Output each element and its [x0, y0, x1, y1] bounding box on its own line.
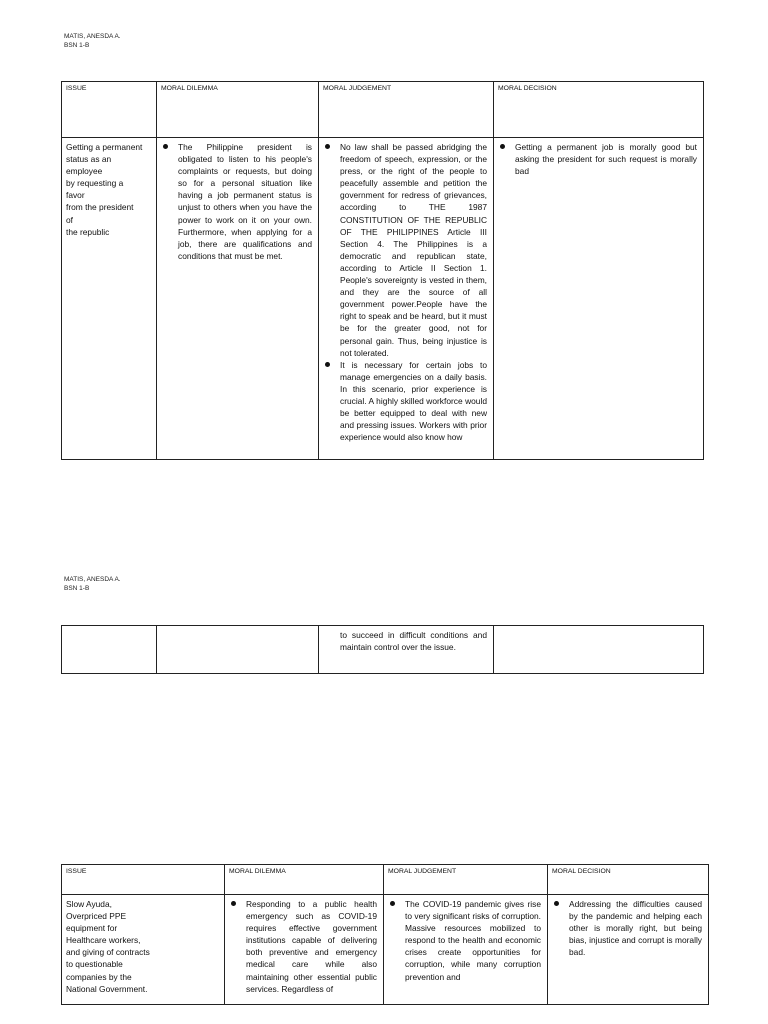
cell-issue — [62, 138, 157, 460]
moral-table-2 — [61, 864, 709, 1005]
author-section: BSN 1-B — [64, 42, 90, 49]
judgement-continuation-text: to succeed in difficult conditions and maintain control over the issue. — [340, 630, 487, 653]
dilemma-bullet: The Philippine president is obligated to listen to his people's complaints or requests, but doing so for a personal situation like having a job permanent status is unjust to others when you have the power to work on it on your own. Furthermore, when applying for a job, there are qualifications and conditions that must be met. — [161, 141, 312, 262]
header-moral-decision: MORAL DECISION — [494, 82, 704, 138]
cell-decision — [548, 895, 709, 1005]
header-issue: ISSUE — [62, 82, 157, 138]
dilemma-bullet: Responding to a public health emergency such as COVID-19 requires effective government institutions capable of delivering both preventive and emergency medical care while also maintaining other essential public services. Regardless of — [229, 898, 377, 995]
author-name: MATIS, ANESDA A. — [64, 33, 121, 40]
cell-dilemma — [157, 138, 319, 460]
moral-table-1 — [61, 81, 704, 460]
header-moral-judgement: MORAL JUDGEMENT — [319, 82, 494, 138]
cell-judgement — [384, 895, 548, 1005]
issue-text: Slow Ayuda, Overpriced PPE equipment for Healthcare workers, and giving of contracts to questionable companies by the National Government. — [66, 899, 150, 994]
moral-table-continuation — [61, 625, 704, 674]
header-moral-dilemma: MORAL DILEMMA — [157, 82, 319, 138]
cell-issue — [62, 895, 225, 1005]
judgement-bullet: The COVID-19 pandemic gives rise to very significant risks of corruption. Massive resources mobilized to respond to the health and economic crises create opportunities for corruption, while many corruption prevention and — [388, 898, 541, 983]
judgement-bullet: No law shall be passed abridging the freedom of speech, expression, or the press, or the right of the people to peacefully assemble and petition the government for redress of grievances, according to THE 1987 CONSTITUTION OF THE REPUBLIC OF THE PHILIPPINES Article III Section 4. The Philippines is a democratic and republican state, according to Article II Section 1. People's sovereignty is vested in them, and they are the source of all government power.People have the right to speak and be heard, but it must be for the greater good, not for personal gain. Thus, being injustice is not tolerated. — [323, 141, 487, 359]
bullet-icon — [554, 901, 559, 906]
cell-issue-empty — [62, 626, 157, 674]
bullet-icon — [500, 144, 505, 149]
header-moral-decision: MORAL DECISION — [548, 865, 709, 895]
header-issue: ISSUE — [62, 865, 225, 895]
decision-bullet: Addressing the difficulties caused by the pandemic and helping each other is morally right, but being bias, injustice and corrupt is morally bad. — [552, 898, 702, 958]
cell-decision-empty — [494, 626, 704, 674]
page1-header — [64, 32, 121, 50]
decision-bullet: Getting a permanent job is morally good but asking the president for such request is morally bad — [498, 141, 697, 177]
cell-dilemma — [225, 895, 384, 1005]
header-moral-judgement: MORAL JUDGEMENT — [384, 865, 548, 895]
bullet-icon — [325, 144, 330, 149]
bullet-icon — [390, 901, 395, 906]
page2-header — [64, 575, 121, 593]
cell-judgement-continued — [319, 626, 494, 674]
bullet-icon — [325, 362, 330, 367]
bullet-icon — [231, 901, 236, 906]
header-moral-dilemma: MORAL DILEMMA — [225, 865, 384, 895]
bullet-icon — [163, 144, 168, 149]
cell-judgement — [319, 138, 494, 460]
cell-dilemma-empty — [157, 626, 319, 674]
issue-text: Getting a permanent status as an employee by requesting a favor from the president of the republic — [66, 142, 143, 237]
judgement-bullet: It is necessary for certain jobs to manage emergencies on a daily basis. In this scenario, prior experience is crucial. A highly skilled workforce would be better equipped to deal with new and pressing issues. Workers with prior experience would also know how — [323, 359, 487, 444]
cell-decision — [494, 138, 704, 460]
author-name: MATIS, ANESDA A. — [64, 576, 121, 583]
author-section: BSN 1-B — [64, 585, 90, 592]
